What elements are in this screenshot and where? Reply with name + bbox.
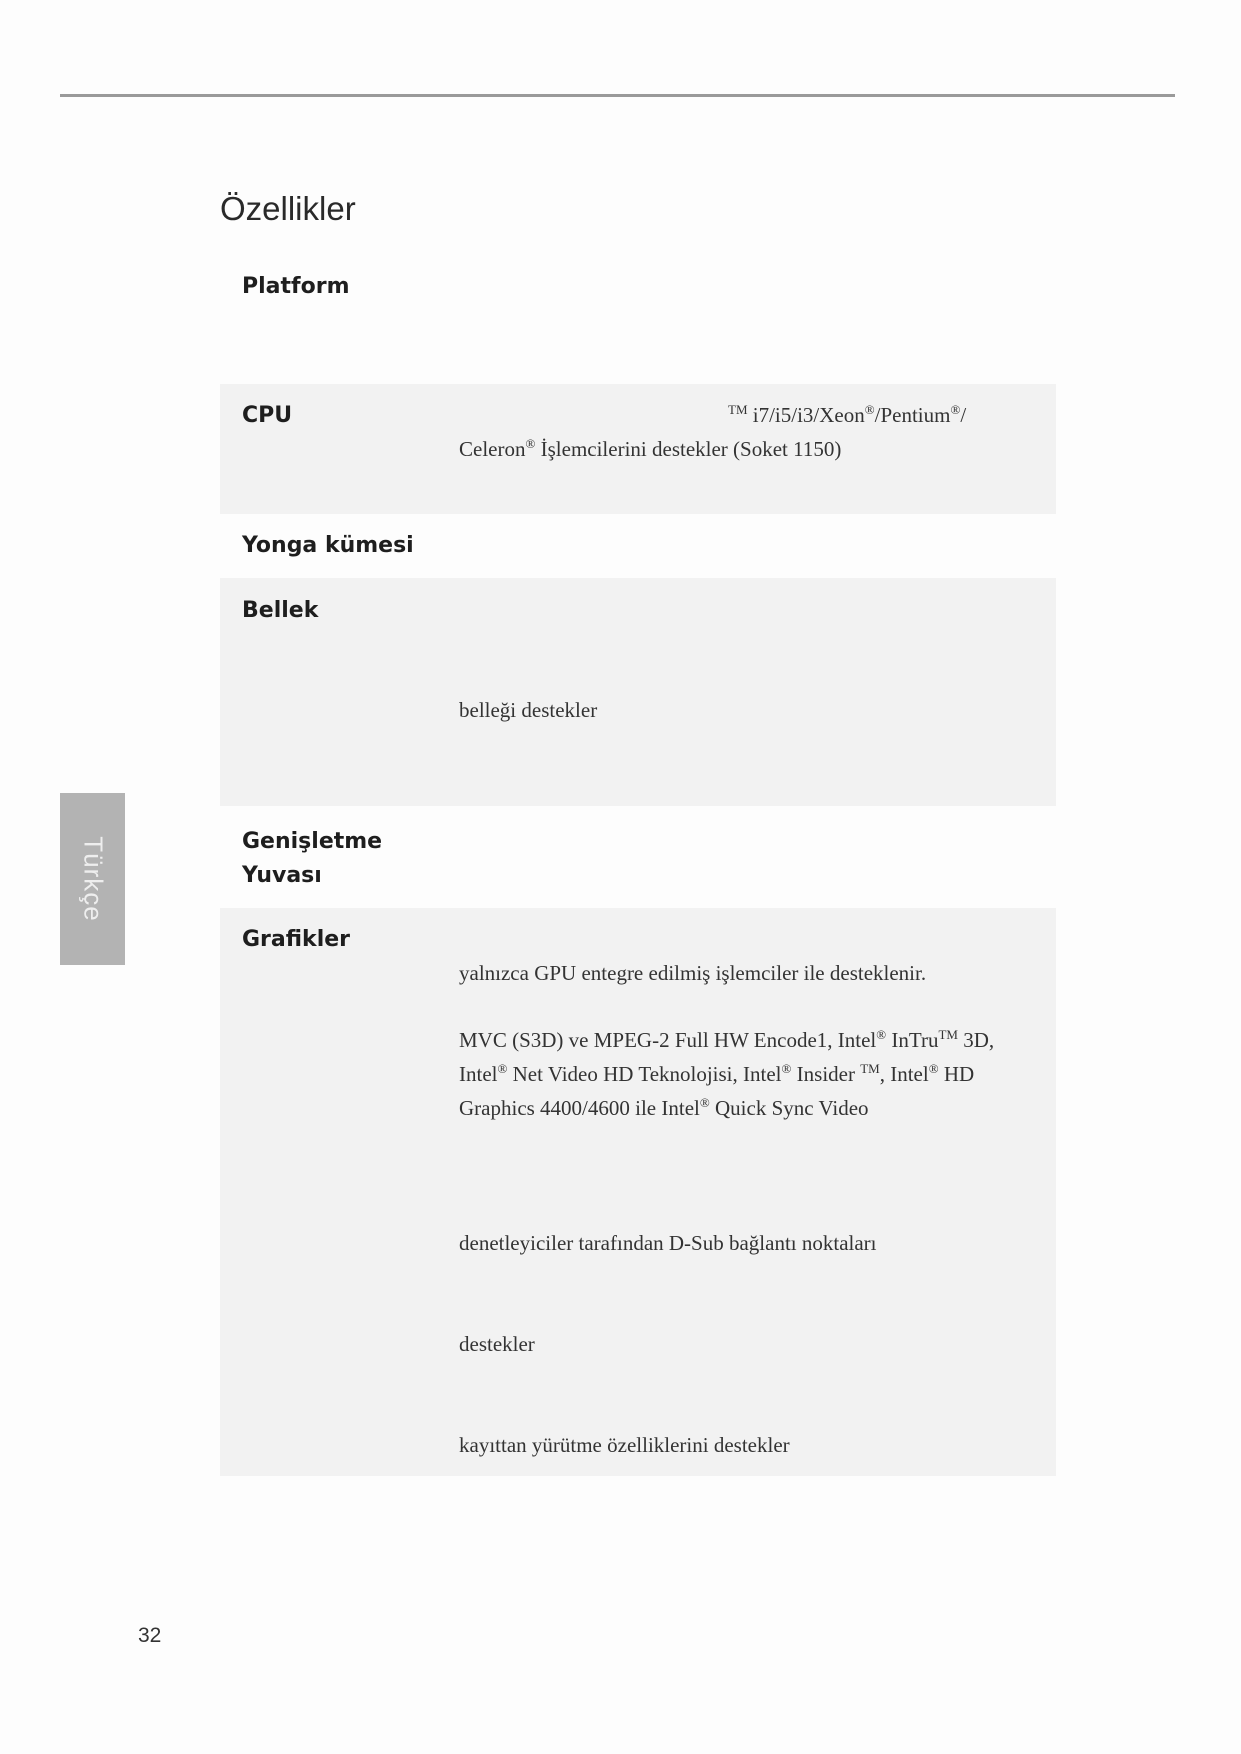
- graphics-line-4-b: Quick Sync Video: [709, 1096, 869, 1120]
- graphics-line-2: [459, 1028, 994, 1053]
- reg-mark: ®: [525, 436, 536, 451]
- graphics-line-2-a: MVC (S3D) ve MPEG-2 Full HW Encode1, Intel: [459, 1028, 877, 1052]
- reg-mark: ®: [497, 1061, 508, 1076]
- cpu-line-2: [459, 437, 841, 462]
- tm-mark: TM: [860, 1061, 880, 1076]
- memory-line-1: belleği destekler: [459, 698, 598, 722]
- tm-mark: TM: [728, 402, 748, 417]
- graphics-line-3-e: HD: [938, 1062, 975, 1086]
- tm-mark: TM: [938, 1027, 958, 1042]
- cpu-line-2-end: İşlemcilerini destekler (Soket 1150): [535, 437, 842, 461]
- graphics-line-5: denetleyiciler tarafından D-Sub bağlantı noktaları: [459, 1231, 877, 1255]
- cpu-line-1-end: /: [960, 403, 967, 427]
- chipset-label: Yonga kümesi: [242, 533, 414, 558]
- graphics-line-3-c: Insider: [791, 1062, 861, 1086]
- reg-mark: ®: [950, 402, 961, 417]
- graphics-label: Grafikler: [242, 927, 351, 952]
- platform-label: Platform: [242, 274, 350, 299]
- top-rule: [60, 94, 1175, 97]
- reg-mark: ®: [781, 1061, 792, 1076]
- reg-mark: ®: [864, 402, 875, 417]
- graphics-line-3-d: , Intel: [879, 1062, 929, 1086]
- cpu-label: CPU: [242, 403, 293, 428]
- reg-mark: ®: [928, 1061, 939, 1076]
- page-title: Özellikler: [220, 190, 356, 227]
- reg-mark: ®: [699, 1095, 710, 1110]
- graphics-line-3-a: Intel: [459, 1062, 498, 1086]
- language-tab-label: Türkçe: [78, 836, 108, 922]
- graphics-line-2-c: 3D,: [957, 1028, 995, 1052]
- memory-row-band: [220, 578, 1056, 806]
- expansion-label-line-1: Genişletme: [242, 829, 383, 854]
- cpu-line-1-text: i7/i5/i3/Xeon: [752, 403, 865, 427]
- graphics-line-4-a: Graphics 4400/4600 ile Intel: [459, 1096, 700, 1120]
- graphics-line-1: yalnızca GPU entegre edilmiş işlemciler ile desteklenir.: [459, 961, 927, 985]
- cpu-line-1-mid: /Pentium: [874, 403, 951, 427]
- graphics-line-4: [459, 1096, 869, 1121]
- cpu-line-1: [728, 403, 966, 428]
- graphics-line-3: [459, 1062, 974, 1087]
- expansion-label-line-2: Yuvası: [242, 863, 322, 888]
- cpu-line-2-text: Celeron: [459, 437, 526, 461]
- page-number: 32: [138, 1624, 162, 1647]
- language-tab: [60, 793, 125, 965]
- graphics-row-band: [220, 908, 1056, 1476]
- graphics-line-2-b: InTru: [886, 1028, 939, 1052]
- graphics-line-6: destekler: [459, 1332, 535, 1356]
- graphics-line-7: kayıttan yürütme özelliklerini destekler: [459, 1433, 790, 1457]
- reg-mark: ®: [876, 1027, 887, 1042]
- memory-label: Bellek: [242, 598, 319, 623]
- graphics-line-3-b: Net Video HD Teknolojisi, Intel: [507, 1062, 782, 1086]
